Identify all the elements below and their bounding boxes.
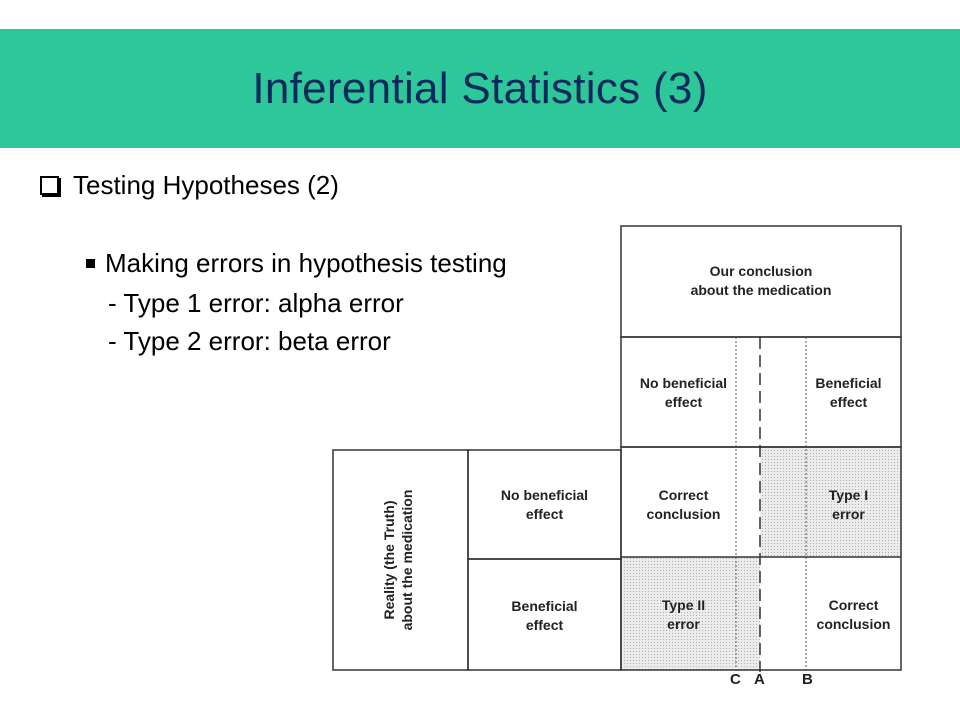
reality-label: Reality (the Truth) about the medication [381,489,415,631]
cell-type2-error: Type II error [661,597,706,632]
bullet1-text: Testing Hypotheses (2) [73,170,339,200]
cell-correct-conclusion-2: Correct conclusion [816,597,891,632]
bullet2-text: Making errors in hypothesis testing [105,248,507,278]
header-our-conclusion: Our conclusion about the medication [690,263,832,298]
type2-line: - Type 2 error: beta error [108,326,391,356]
row-beneficial-effect: Beneficial effect [511,598,578,633]
axis-letter-c: C [730,671,741,688]
axis-letter-b: B [802,671,813,688]
slide-title: Inferential Statistics (3) [252,63,708,113]
type1-line: - Type 1 error: alpha error [108,288,404,318]
cell-correct-conclusion-1: Correct conclusion [646,487,721,522]
column-beneficial-effect: Beneficial effect [815,375,882,410]
column-no-effect: No beneficial effect [639,375,728,410]
row-no-effect: No beneficial effect [500,487,589,522]
cell-type1-error: Type I error [828,487,869,522]
axis-letter-a: A [754,671,765,688]
